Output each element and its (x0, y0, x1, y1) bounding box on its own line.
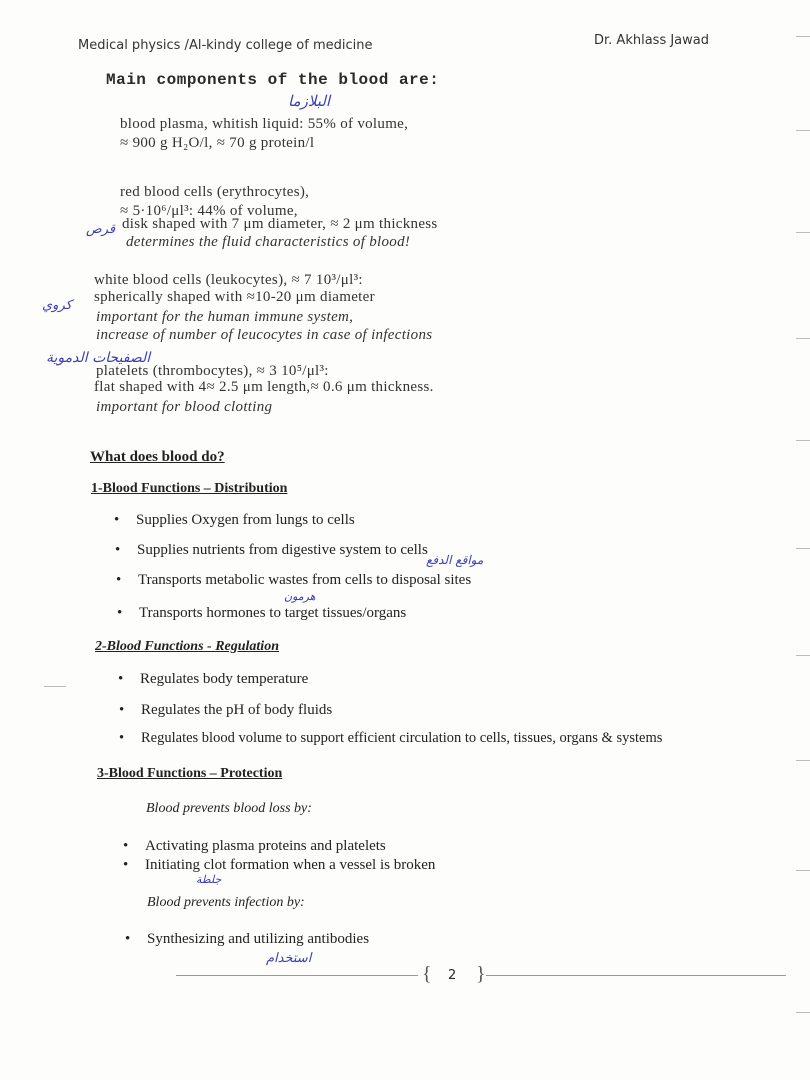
regulation-item: • Regulates the pH of body fluids (119, 702, 333, 718)
protection-subheading-bloodloss: Blood prevents blood loss by: (146, 801, 312, 816)
handwritten-note-spherical: كروي (42, 298, 72, 313)
plasma-line-1: blood plasma, whitish liquid: 55% of volume, (120, 116, 409, 132)
footer-brace-right: } (476, 963, 486, 985)
distribution-item: • Supplies nutrients from digestive system to cells (115, 542, 428, 558)
distribution-heading: 1-Blood Functions – Distribution (91, 481, 288, 496)
header-right: Dr. Akhlass Jawad (594, 33, 709, 48)
rbc-line-1: red blood cells (erythrocytes), (120, 184, 310, 200)
regulation-item: • Regulates body temperature (118, 671, 309, 687)
handwritten-note-disk: قرص (86, 222, 116, 237)
rbc-line-2: ≈ 5·10⁶/μl³: 44% of volume, (120, 203, 298, 219)
footer-rule-right (486, 975, 786, 976)
scan-edge-mark (796, 655, 810, 656)
footer-brace-left: { (422, 963, 432, 985)
handwritten-note-clot: جلطة (196, 873, 222, 886)
handwritten-note-disposal: مواقع الدفع (426, 553, 484, 567)
platelets-line-3: important for blood clotting (96, 399, 273, 415)
platelets-line-2: flat shaped with 4≈ 2.5 μm length,≈ 0.6 μm thickness. (94, 379, 434, 395)
protection-item: • Initiating clot formation when a vessel is broken (123, 857, 436, 873)
handwritten-note-hormone: هرمون (284, 590, 316, 603)
distribution-item: • Transports hormones to target tissues/organs (117, 605, 407, 621)
header-left: Medical physics /Al-kindy college of medicine (78, 38, 373, 53)
plasma-line-2: ≈ 900 g H₂O/l, ≈ 70 g protein/l (120, 135, 315, 151)
protection-heading: 3-Blood Functions – Protection (97, 766, 283, 781)
scan-edge-mark (796, 232, 810, 233)
platelets-line-1: platelets (thrombocytes), ≈ 3 10⁵/μl³: (96, 363, 329, 379)
wbc-line-1: white blood cells (leukocytes), ≈ 7 10³/μl³: (94, 272, 363, 288)
distribution-item: • Transports metabolic wastes from cells to disposal sites (116, 572, 472, 588)
distribution-item: • Supplies Oxygen from lungs to cells (114, 512, 355, 528)
handwritten-note-platelets: الصفيحات الدموية (46, 350, 151, 366)
components-title: Main components of the blood are: (106, 71, 440, 89)
rbc-line-4: determines the fluid characteristics of blood! (126, 234, 411, 250)
protection-item: • Synthesizing and utilizing antibodies (125, 931, 370, 947)
protection-subheading-infection: Blood prevents infection by: (147, 895, 305, 910)
functions-question: What does blood do? (90, 449, 225, 465)
scan-edge-mark (796, 760, 810, 761)
scan-edge-mark (796, 338, 810, 339)
handwritten-note-plasma: البلازما (288, 92, 331, 110)
footer-rule-left (176, 975, 418, 976)
handwritten-note-utilize: استخدام (266, 951, 312, 966)
protection-item: • Activating plasma proteins and platelets (123, 838, 386, 854)
page-number: 2 (448, 968, 457, 983)
scan-edge-mark (796, 870, 810, 871)
rbc-line-3: disk shaped with 7 μm diameter, ≈ 2 μm thickness (122, 216, 438, 232)
scan-edge-mark (796, 36, 810, 37)
scan-edge-mark (796, 548, 810, 549)
scan-edge-mark (796, 1012, 810, 1013)
wbc-line-2: spherically shaped with ≈10-20 μm diameter (94, 289, 375, 305)
scan-edge-mark (796, 440, 810, 441)
wbc-line-4: increase of number of leucocytes in case of infections (96, 327, 433, 343)
scan-edge-mark (796, 130, 810, 131)
wbc-line-3: important for the human immune system, (96, 309, 354, 325)
scan-margin-mark (44, 686, 66, 687)
regulation-item: • Regulates blood volume to support efficient circulation to cells, tissues, organs & systems (119, 730, 663, 746)
regulation-heading: 2-Blood Functions - Regulation (95, 639, 279, 654)
